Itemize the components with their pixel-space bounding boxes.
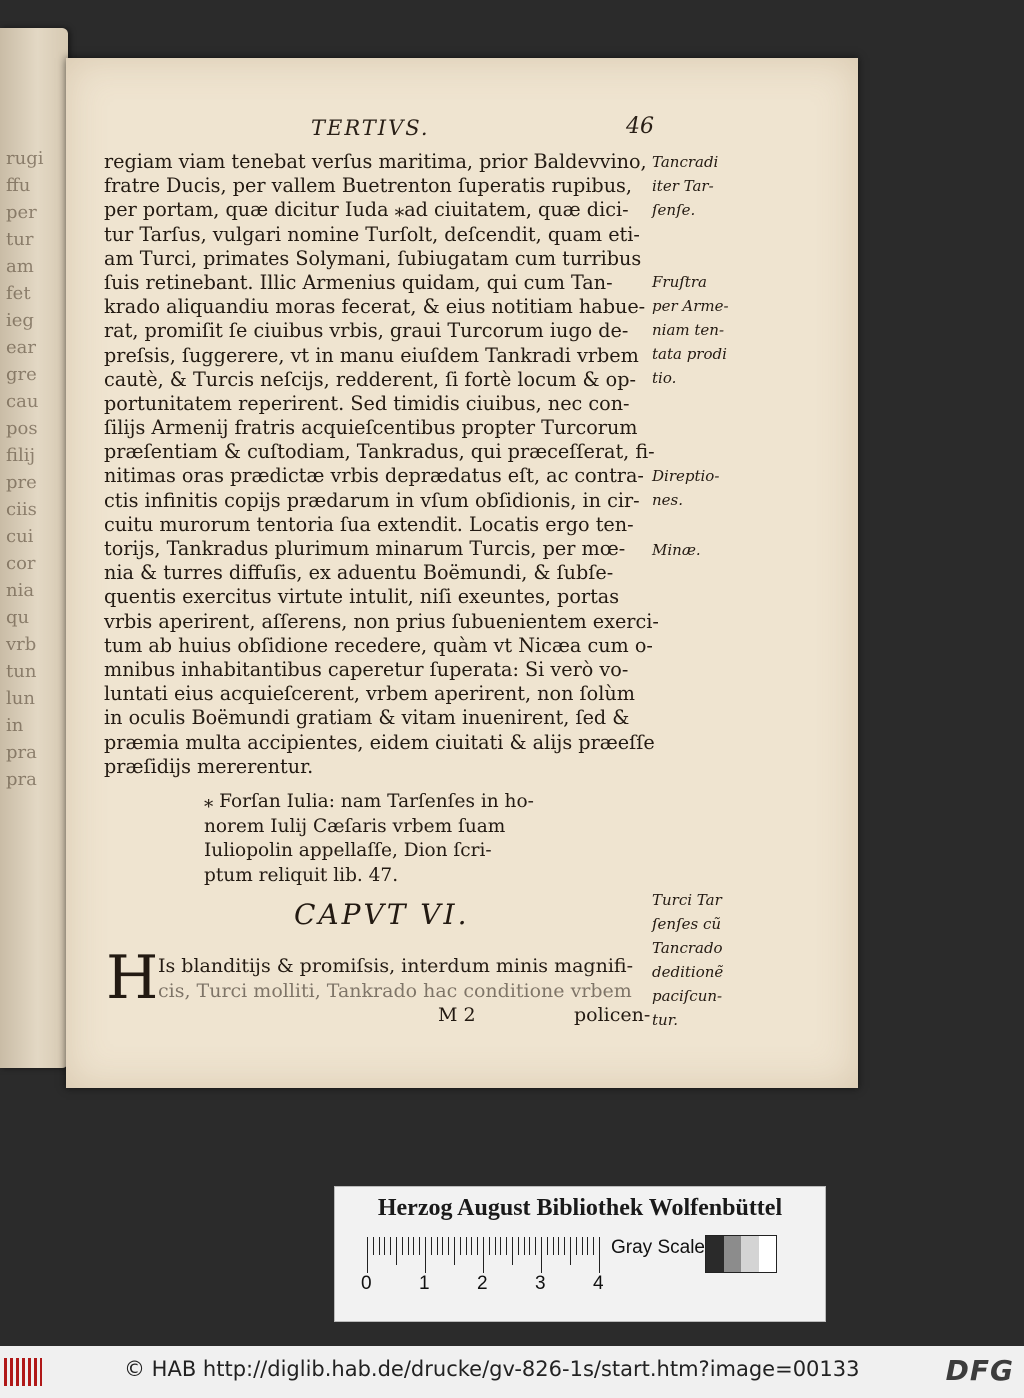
text-line: præmia multa accipientes, eidem ciuitati & alijs præeſſe xyxy=(104,730,655,754)
gray-swatch xyxy=(741,1236,759,1272)
adjacent-page-fragment: vrb xyxy=(6,634,37,655)
adjacent-page-fragment: gre xyxy=(6,364,37,385)
chapter-line: Is blanditijs & promiſsis, interdum minis magnifi- xyxy=(158,955,633,977)
margin-note-turci xyxy=(652,888,723,1032)
ruler-tick xyxy=(558,1237,559,1255)
text-line: portunitatem reperirent. Sed timidis ciuibus, nec con- xyxy=(104,391,630,415)
text-line: nia & turres diffuſis, ex aduentu Boëmundi, & ſubſe- xyxy=(104,561,614,585)
hab-barcode-icon xyxy=(4,1358,42,1386)
ruler-tick xyxy=(390,1237,391,1255)
chapter-heading: CAPVT VI. xyxy=(294,898,470,931)
ruler-label: 0 xyxy=(361,1273,372,1294)
ruler-tick xyxy=(483,1237,484,1273)
ruler-tick xyxy=(593,1237,594,1255)
margin-note-frustra xyxy=(652,270,729,390)
adjacent-page-fragment: filij xyxy=(6,445,36,466)
margin-note-line: Minæ. xyxy=(652,541,701,559)
text-line: krado aliquandiu moras fecerat, & eius notitiam habue- xyxy=(104,295,646,319)
adjacent-page-fragment: in xyxy=(6,715,24,736)
copyright-url[interactable]: © HAB http://diglib.hab.de/drucke/gv-826-1s/start.htm?image=00133 xyxy=(124,1357,860,1381)
text-line: luntati eius acquieſcerent, vrbem aperirent, non ſolùm xyxy=(104,682,635,706)
ruler-tick xyxy=(454,1237,455,1265)
text-line: tum ab huius obſidione recedere, quàm vt Nicæa cum o- xyxy=(104,633,653,657)
text-line: quentis exercitus virtute intulit, niſi exeuntes, portas xyxy=(104,585,620,609)
ruler-tick xyxy=(570,1237,571,1265)
ruler-tick xyxy=(524,1237,525,1255)
ruler-tick xyxy=(466,1237,467,1255)
text-line: am Turci, primates Solymani, ſubiugatam cum turribus xyxy=(104,246,642,270)
running-head: TERTIVS. xyxy=(311,116,430,140)
chapter-text xyxy=(158,954,633,1004)
text-line: in oculis Boëmundi gratiam & vitam inuenirent, ſed & xyxy=(104,706,630,730)
ruler-tick xyxy=(379,1237,380,1255)
margin-note-line: tio. xyxy=(652,369,677,387)
ruler-tick xyxy=(564,1237,565,1255)
adjacent-page-fragment: qu xyxy=(6,607,30,628)
adjacent-page-fragment: pra xyxy=(6,742,37,763)
text-line: ctis infinitis copijs prædarum in vſum obſidionis, in cir- xyxy=(104,488,640,512)
margin-note-direptiones xyxy=(652,464,719,512)
adjacent-page-fragment: pos xyxy=(6,418,38,439)
ruler-tick xyxy=(587,1237,588,1255)
ruler-tick xyxy=(582,1237,583,1255)
ruler-label: 4 xyxy=(593,1273,604,1294)
footnote xyxy=(204,790,534,888)
adjacent-page-fragment: ear xyxy=(6,337,36,358)
adjacent-page-fragment: fet xyxy=(6,283,31,304)
ruler-tick xyxy=(425,1237,426,1273)
text-line: mnibus inhabitantibus caperetur ſuperata: Si verò vo- xyxy=(104,657,629,681)
ruler-tick xyxy=(553,1237,554,1255)
ruler-tick xyxy=(547,1237,548,1255)
ruler-tick xyxy=(460,1237,461,1255)
text-line: præſentiam & cuſtodiam, Tankradus, qui præceſſerat, fi- xyxy=(104,440,655,464)
ruler-label: 3 xyxy=(535,1273,546,1294)
book-page xyxy=(66,58,858,1088)
margin-note-line: Turci Tar xyxy=(652,891,722,909)
adjacent-page-fragment: am xyxy=(6,256,34,277)
page-number: 46 xyxy=(626,114,654,139)
margin-note-tancradi xyxy=(652,150,718,222)
catchword: policen- xyxy=(574,1004,651,1026)
ruler-tick xyxy=(529,1237,530,1255)
footnote-line: ⁎ Forſan Iulia: nam Tarſenſes in ho- xyxy=(204,791,534,812)
footnote-line: Iuliopolin appellaſſe, Dion ſcri- xyxy=(204,840,492,861)
adjacent-page-fragment: cau xyxy=(6,391,39,412)
margin-note-line: paciſcun- xyxy=(652,987,723,1005)
margin-note-line: Tancrado xyxy=(652,939,723,957)
dfg-logo: DFG xyxy=(945,1354,1014,1387)
text-line: vrbis aperirent, aſſerens, non prius ſubuenientem exerci- xyxy=(104,609,659,633)
margin-note-line: Tancradi xyxy=(652,153,719,171)
library-color-card xyxy=(334,1186,826,1322)
ruler-tick xyxy=(477,1237,478,1255)
chapter-line: cis, Turci molliti, Tankrado hac conditione vrbem xyxy=(158,980,632,1002)
text-line: ſuis retinebant. Illic Armenius quidam, qui cum Tan- xyxy=(104,270,613,294)
margin-note-line: Direptio- xyxy=(652,467,720,485)
gray-swatch xyxy=(724,1236,742,1272)
text-line: preſsis, ſuggerere, vt in manu eiuſdem Tankradi vrbem xyxy=(104,343,639,367)
margin-note-line: niam ten- xyxy=(652,321,725,339)
ruler-tick xyxy=(442,1237,443,1255)
adjacent-page-fragment: pra xyxy=(6,769,37,790)
ruler-tick xyxy=(489,1237,490,1255)
adjacent-page-fragment: ieg xyxy=(6,310,34,331)
ruler-tick xyxy=(500,1237,501,1255)
adjacent-page-fragment: tur xyxy=(6,229,34,250)
ruler-tick xyxy=(408,1237,409,1255)
gray-swatch xyxy=(759,1236,777,1272)
ruler-tick xyxy=(535,1237,536,1255)
margin-note-line: ſenſes cũ xyxy=(652,915,722,933)
ruler-label: 2 xyxy=(477,1273,488,1294)
footer-bar xyxy=(0,1346,1024,1398)
adjacent-page-fragment: lun xyxy=(6,688,35,709)
adjacent-page-fragment: ciis xyxy=(6,499,37,520)
ruler-tick xyxy=(599,1237,600,1273)
text-line: tur Tarſus, vulgari nomine Turſolt, deſcendit, quam eti- xyxy=(104,222,640,246)
text-line: per portam, quæ dicitur Iuda ⁎ad ciuitatem, quæ dici- xyxy=(104,198,629,222)
ruler-tick xyxy=(419,1237,420,1255)
signature-mark: M 2 xyxy=(438,1004,476,1026)
adjacent-page-fragment: tun xyxy=(6,661,37,682)
margin-note-line: iter Tar- xyxy=(652,177,714,195)
ruler-tick xyxy=(413,1237,414,1255)
text-line: fratre Ducis, per vallem Buetrenton ſuperatis rupibus, xyxy=(104,174,632,198)
text-line: rat, promiſit ſe ciuibus vrbis, graui Turcorum iugo de- xyxy=(104,319,629,343)
ruler-tick xyxy=(518,1237,519,1255)
ruler-tick xyxy=(384,1237,385,1255)
margin-note-line: tur. xyxy=(652,1011,678,1029)
margin-note-minae xyxy=(652,538,701,562)
library-name: Herzog August Bibliothek Wolfenbüttel xyxy=(377,1195,783,1221)
adjacent-page-edge xyxy=(0,28,68,1068)
adjacent-page-fragment: rugi xyxy=(6,148,44,169)
gray-swatch xyxy=(706,1236,724,1272)
ruler-label: 1 xyxy=(419,1273,430,1294)
scale-ruler xyxy=(367,1237,603,1273)
adjacent-page-fragment: ffu xyxy=(6,175,31,196)
adjacent-page-fragment: per xyxy=(6,202,37,223)
main-text xyxy=(104,150,659,779)
drop-cap: H xyxy=(106,943,159,1013)
ruler-tick xyxy=(495,1237,496,1255)
ruler-tick xyxy=(512,1237,513,1265)
margin-note-line: nes. xyxy=(652,491,684,509)
margin-note-line: tata prodi xyxy=(652,345,727,363)
text-line: cuitu murorum tentoria ſua extendit. Locatis ergo ten- xyxy=(104,512,634,536)
ruler-tick xyxy=(437,1237,438,1255)
text-line: cautè, & Turcis neſcijs, redderent, ſi fortè locum & op- xyxy=(104,367,636,391)
ruler-tick xyxy=(506,1237,507,1255)
text-line: torijs, Tankradus plurimum minarum Turcis, per mœ- xyxy=(104,537,626,560)
text-line: ſilijs Armenij fratris acquieſcentibus propter Turcorum xyxy=(104,416,638,440)
ruler-tick xyxy=(576,1237,577,1255)
footnote-line: ptum reliquit lib. 47. xyxy=(204,864,399,886)
ruler-tick xyxy=(471,1237,472,1255)
ruler-tick xyxy=(367,1237,368,1273)
text-line: regiam viam tenebat verſus maritima, prior Baldevvino, xyxy=(104,150,647,173)
margin-note-line: deditionẽ xyxy=(652,963,724,981)
footnote-line: norem Iulij Cæſaris vrbem ſuam xyxy=(204,815,506,837)
gray-scale-swatches xyxy=(705,1235,777,1273)
adjacent-page-fragment: cor xyxy=(6,553,36,574)
ruler-tick xyxy=(396,1237,397,1265)
adjacent-page-fragment: cui xyxy=(6,526,34,547)
text-line: nitimas oras prædictæ vrbis deprædatus eſt, ac contra- xyxy=(104,464,644,488)
margin-note-line: ſenſe. xyxy=(652,201,696,219)
margin-note-line: per Arme- xyxy=(652,297,729,315)
text-line: præſidijs mererentur. xyxy=(104,754,314,778)
adjacent-page-fragment: nia xyxy=(6,580,35,601)
ruler-tick xyxy=(431,1237,432,1255)
gray-scale-label: Gray Scale xyxy=(611,1237,705,1258)
adjacent-page-fragment: pre xyxy=(6,472,37,493)
ruler-tick xyxy=(402,1237,403,1255)
ruler-tick xyxy=(448,1237,449,1255)
ruler-tick xyxy=(541,1237,542,1273)
ruler-tick xyxy=(373,1237,374,1255)
margin-note-line: Fruſtra xyxy=(652,273,707,291)
